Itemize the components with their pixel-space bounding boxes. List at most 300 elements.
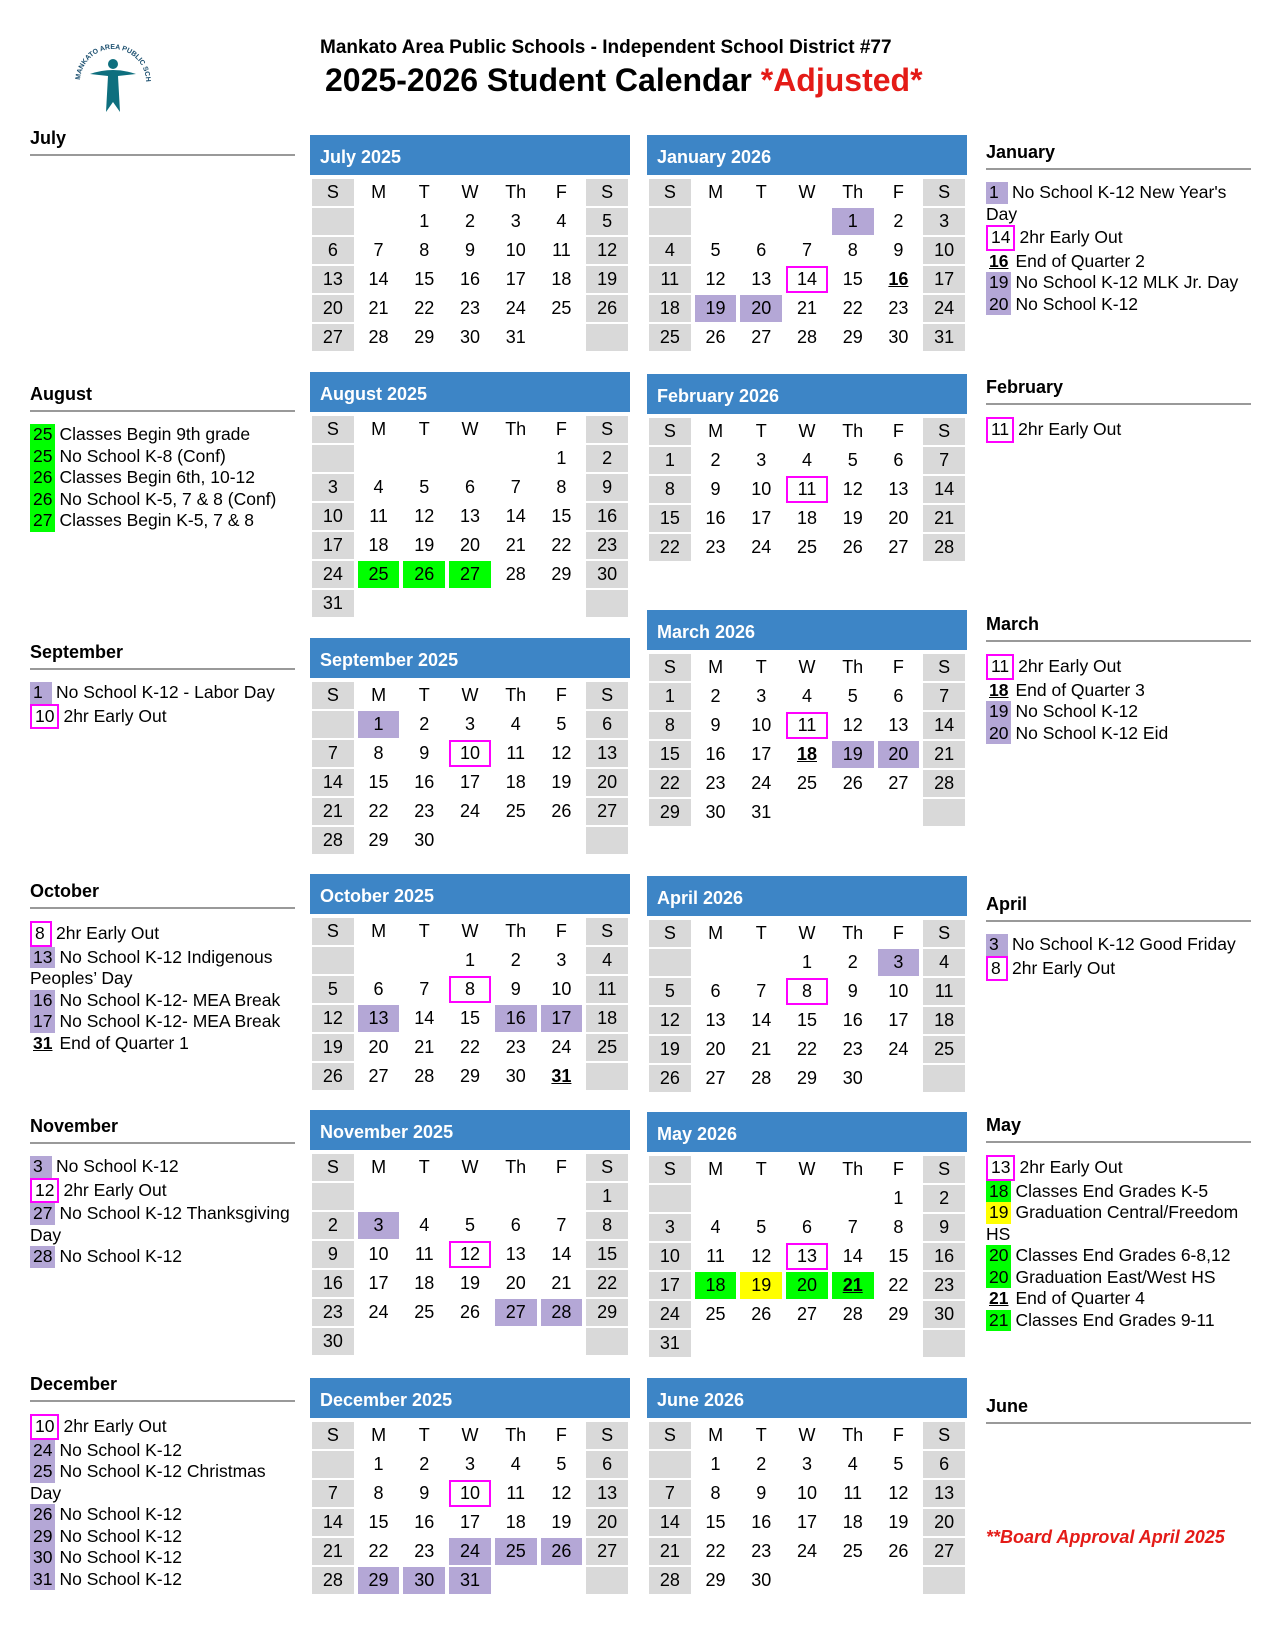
day-cell: 7	[373, 240, 384, 260]
day-cell: 6	[893, 450, 904, 470]
empty-cell	[358, 445, 400, 472]
day-cell: 12	[842, 479, 863, 499]
day-cell: 1	[419, 211, 430, 231]
month-title: October 2025	[310, 874, 630, 914]
month-calendar	[310, 638, 630, 855]
day-cell: 24	[888, 1039, 909, 1059]
month-grid	[647, 178, 967, 352]
day-cell: 17	[751, 744, 772, 764]
event-date: 31	[30, 1569, 55, 1591]
day-cell: 30	[403, 1567, 445, 1594]
weekday-header: S	[923, 654, 965, 681]
month-calendar	[310, 874, 630, 1091]
event-text: Classes End Grades 6-8,12	[1015, 1245, 1231, 1265]
day-cell: 24	[751, 773, 772, 793]
day-cell: 6	[923, 1451, 965, 1478]
adjusted-label: *Adjusted*	[760, 62, 923, 98]
divider	[986, 1141, 1251, 1143]
day-cell: 31	[449, 1567, 491, 1594]
weekday-header: Th	[505, 685, 527, 705]
day-cell: 21	[368, 298, 389, 318]
day-cell: 8	[373, 1483, 384, 1503]
empty-cell	[358, 1328, 400, 1355]
empty-cell	[695, 1185, 737, 1212]
day-cell: 9	[756, 1483, 767, 1503]
day-cell: 10	[796, 1483, 817, 1503]
month-events-title: August	[30, 384, 92, 404]
day-cell: 25	[495, 1538, 537, 1565]
weekday-header: M	[708, 1425, 724, 1445]
day-cell: 27	[312, 324, 354, 351]
day-cell: 16	[842, 1010, 863, 1030]
day-cell: 12	[705, 269, 726, 289]
day-cell: 15	[649, 741, 691, 768]
day-cell: 22	[796, 1039, 817, 1059]
weekday-header: S	[923, 1156, 965, 1183]
day-cell: 26	[586, 295, 628, 322]
day-cell: 31	[649, 1330, 691, 1357]
day-cell: 3	[649, 1214, 691, 1241]
weekday-header: S	[586, 1422, 628, 1449]
day-cell: 14	[923, 476, 965, 503]
empty-cell	[786, 1330, 828, 1357]
day-cell: 2	[923, 1185, 965, 1212]
day-cell: 30	[586, 561, 628, 588]
day-cell: 23	[414, 1541, 435, 1561]
event-item	[986, 1181, 1251, 1203]
page-title	[325, 62, 923, 99]
month-grid	[647, 417, 967, 562]
day-cell: 12	[586, 237, 628, 264]
weekday-header: S	[586, 416, 628, 443]
day-cell: 30	[705, 802, 726, 822]
empty-cell	[740, 1185, 782, 1212]
day-cell: 8	[710, 1483, 721, 1503]
day-cell: 6	[312, 237, 354, 264]
day-cell: 4	[649, 237, 691, 264]
day-cell: 21	[505, 535, 526, 555]
day-cell: 26	[888, 1541, 909, 1561]
month-grid	[310, 917, 630, 1091]
day-cell: 15	[459, 1008, 480, 1028]
weekday-header: M	[371, 182, 387, 202]
day-cell: 9	[847, 981, 858, 1001]
event-text: 2hr Early Out	[1019, 227, 1123, 247]
day-cell: 21	[312, 1538, 354, 1565]
event-date: 10	[30, 1414, 59, 1440]
day-cell: 12	[751, 1246, 772, 1266]
day-cell: 13	[923, 1480, 965, 1507]
day-cell: 13	[459, 506, 480, 526]
weekday-header: M	[708, 1159, 724, 1179]
month-calendar	[310, 1378, 630, 1595]
day-cell: 8	[556, 477, 567, 497]
day-cell: 4	[556, 211, 567, 231]
day-cell: 24	[312, 561, 354, 588]
day-cell: 27	[888, 537, 909, 557]
divider	[30, 668, 295, 670]
day-cell: 5	[556, 1454, 567, 1474]
day-cell: 23	[923, 1272, 965, 1299]
month-grid	[647, 1155, 967, 1358]
event-item	[30, 467, 295, 489]
logo-figure-icon	[68, 30, 158, 120]
event-date: 17	[30, 1011, 55, 1033]
weekday-header: W	[798, 1425, 816, 1445]
day-cell: 22	[705, 1541, 726, 1561]
day-cell: 21	[649, 1538, 691, 1565]
weekday-header: M	[708, 923, 724, 943]
day-cell: 7	[556, 1215, 567, 1235]
empty-cell	[586, 324, 628, 351]
day-cell: 27	[449, 561, 491, 588]
month-grid	[310, 1421, 630, 1595]
day-cell: 25	[796, 537, 817, 557]
day-cell: 7	[801, 240, 812, 260]
day-cell: 25	[923, 1036, 965, 1063]
day-cell: 30	[842, 1068, 863, 1088]
title-text: 2025-2026 Student Calendar	[325, 62, 761, 98]
empty-cell	[449, 590, 491, 617]
event-date: 14	[986, 225, 1015, 251]
day-cell: 18	[695, 1272, 737, 1299]
empty-cell	[312, 445, 354, 472]
day-cell: 16	[888, 269, 909, 289]
event-item	[30, 1461, 295, 1504]
event-date: 13	[986, 1155, 1015, 1181]
event-date: 25	[30, 446, 55, 468]
weekday-header: Th	[842, 182, 864, 202]
day-cell: 22	[414, 298, 435, 318]
day-cell: 13	[888, 715, 909, 735]
empty-cell	[541, 1328, 583, 1355]
weekday-header: T	[755, 1425, 767, 1445]
day-cell: 14	[649, 1509, 691, 1536]
day-cell: 27	[705, 1068, 726, 1088]
empty-cell	[358, 590, 400, 617]
event-item	[30, 1440, 295, 1462]
day-cell: 21	[312, 798, 354, 825]
day-cell: 6	[373, 979, 384, 999]
empty-cell	[541, 590, 583, 617]
day-cell: 31	[751, 802, 772, 822]
month-events	[30, 384, 295, 532]
month-grid	[647, 919, 967, 1093]
month-title: December 2025	[310, 1378, 630, 1418]
event-date: 31	[33, 1032, 53, 1053]
day-cell: 27	[586, 1538, 628, 1565]
event-date: 11	[986, 417, 1014, 443]
empty-cell	[541, 827, 583, 854]
day-cell: 6	[893, 686, 904, 706]
day-cell: 9	[710, 715, 721, 735]
day-cell: 19	[414, 535, 435, 555]
day-cell: 28	[923, 770, 965, 797]
event-text: No School K-12	[1015, 293, 1139, 314]
day-cell: 17	[459, 772, 480, 792]
day-cell: 21	[832, 1272, 874, 1299]
day-cell: 17	[649, 1272, 691, 1299]
event-text: Graduation Central/Freedom HS	[986, 1202, 1239, 1244]
empty-cell	[449, 827, 491, 854]
day-cell: 15	[368, 1512, 389, 1532]
weekday-header: W	[461, 685, 479, 705]
month-events-title: April	[986, 894, 1028, 914]
empty-cell	[541, 324, 583, 351]
weekday-header: F	[892, 657, 904, 677]
event-text: 2hr Early Out	[1018, 419, 1122, 439]
day-cell: 17	[888, 1010, 909, 1030]
empty-cell	[495, 1328, 537, 1355]
day-cell: 12	[414, 506, 435, 526]
day-cell: 7	[312, 1480, 354, 1507]
weekday-header: S	[649, 179, 691, 206]
event-text: No School K-12	[59, 1504, 183, 1524]
month-events	[986, 1115, 1251, 1331]
weekday-header: S	[923, 920, 965, 947]
day-cell: 2	[847, 952, 858, 972]
weekday-header: F	[892, 182, 904, 202]
event-date: 8	[30, 921, 52, 947]
divider	[986, 640, 1251, 642]
day-cell: 17	[751, 508, 772, 528]
weekday-header: F	[555, 1425, 567, 1445]
month-calendar	[310, 135, 630, 352]
empty-cell	[586, 1567, 628, 1594]
weekday-header: S	[649, 654, 691, 681]
month-events-title: January	[986, 142, 1056, 162]
weekday-header: W	[461, 1425, 479, 1445]
day-cell: 26	[551, 801, 572, 821]
day-cell: 1	[801, 952, 812, 972]
month-calendar	[647, 1112, 967, 1358]
day-cell: 31	[505, 327, 526, 347]
day-cell: 16	[459, 269, 480, 289]
day-cell: 18	[842, 1512, 863, 1532]
day-cell: 13	[586, 1480, 628, 1507]
day-cell: 19	[551, 772, 572, 792]
empty-cell	[832, 799, 874, 826]
day-cell: 1	[586, 1183, 628, 1210]
day-cell: 11	[506, 1483, 526, 1503]
day-cell: 19	[740, 1272, 782, 1299]
weekday-header: S	[312, 179, 354, 206]
weekday-header: Th	[505, 921, 527, 941]
day-cell: 5	[893, 1454, 904, 1474]
day-cell: 26	[842, 773, 863, 793]
day-cell: 23	[414, 801, 435, 821]
day-cell: 22	[368, 801, 389, 821]
day-cell: 4	[923, 949, 965, 976]
day-cell: 2	[586, 445, 628, 472]
event-item	[986, 701, 1251, 723]
weekday-header: S	[312, 416, 354, 443]
weekday-header: W	[798, 657, 816, 677]
day-cell: 28	[751, 1068, 772, 1088]
weekday-header: M	[708, 421, 724, 441]
day-cell: 2	[464, 211, 475, 231]
month-calendar	[647, 135, 967, 352]
event-date: 27	[30, 510, 55, 532]
month-calendar	[310, 372, 630, 618]
event-item	[986, 251, 1251, 273]
day-cell: 19	[649, 1036, 691, 1063]
svg-text:MANKATO AREA PUBLIC SCHOOLS: MANKATO AREA PUBLIC SCH	[74, 43, 152, 83]
day-cell: 15	[368, 772, 389, 792]
day-cell: 3	[923, 208, 965, 235]
day-cell: 14	[368, 269, 389, 289]
weekday-header: T	[755, 182, 767, 202]
event-date: 20	[986, 723, 1011, 745]
empty-cell	[358, 208, 400, 235]
day-cell: 2	[893, 211, 904, 231]
day-cell: 12	[551, 1483, 572, 1503]
weekday-header: T	[418, 419, 430, 439]
day-cell: 6	[801, 1217, 812, 1237]
weekday-header: M	[371, 1425, 387, 1445]
day-cell: 13	[312, 266, 354, 293]
day-cell: 5	[586, 208, 628, 235]
day-cell: 2	[710, 686, 721, 706]
divider	[986, 920, 1251, 922]
day-cell: 8	[893, 1217, 904, 1237]
month-events-title: November	[30, 1116, 119, 1136]
weekday-header: Th	[842, 1159, 864, 1179]
weekday-header: Th	[842, 421, 864, 441]
day-cell: 30	[414, 830, 435, 850]
weekday-header: W	[798, 923, 816, 943]
event-item	[30, 1178, 295, 1204]
day-cell: 9	[710, 479, 721, 499]
empty-cell	[403, 590, 445, 617]
day-cell: 18	[551, 269, 572, 289]
event-item	[30, 921, 295, 947]
day-cell: 23	[705, 537, 726, 557]
empty-cell	[495, 445, 537, 472]
day-cell: 10	[888, 981, 909, 1001]
event-item	[30, 990, 295, 1012]
day-cell: 1	[649, 683, 691, 710]
day-cell: 11	[843, 1483, 863, 1503]
day-cell: 24	[649, 1301, 691, 1328]
month-title: September 2025	[310, 638, 630, 678]
event-item	[30, 704, 295, 730]
weekday-header: S	[586, 682, 628, 709]
month-title: April 2026	[647, 876, 967, 916]
day-cell: 18	[414, 1273, 435, 1293]
empty-cell	[495, 1567, 537, 1594]
weekday-header: T	[755, 657, 767, 677]
day-cell: 20	[312, 295, 354, 322]
day-cell: 28	[842, 1304, 863, 1324]
empty-cell	[695, 1330, 737, 1357]
day-cell: 11	[923, 978, 965, 1005]
weekday-header: M	[371, 685, 387, 705]
day-cell: 12	[842, 715, 863, 735]
day-cell: 27	[796, 1304, 817, 1324]
empty-cell	[695, 949, 737, 976]
event-date: 10	[30, 704, 59, 730]
day-cell: 28	[541, 1299, 583, 1326]
day-cell: 20	[368, 1037, 389, 1057]
divider	[30, 907, 295, 909]
day-cell: 10	[923, 237, 965, 264]
empty-cell	[495, 827, 537, 854]
weekday-header: S	[586, 1154, 628, 1181]
day-cell: 18	[586, 1005, 628, 1032]
day-cell: 6	[586, 1451, 628, 1478]
event-date: 12	[30, 1178, 59, 1204]
day-cell: 15	[888, 1246, 909, 1266]
day-cell: 30	[312, 1328, 354, 1355]
day-cell: 29	[586, 1299, 628, 1326]
event-text: 2hr Early Out	[56, 923, 160, 943]
event-item	[30, 1504, 295, 1526]
day-cell: 18	[796, 508, 817, 528]
weekday-header: Th	[505, 1157, 527, 1177]
empty-cell	[878, 1065, 920, 1092]
event-item	[986, 680, 1251, 702]
weekday-header: T	[755, 923, 767, 943]
month-calendar	[647, 374, 967, 562]
day-cell: 19	[888, 1512, 909, 1532]
day-cell: 30	[888, 327, 909, 347]
day-cell: 22	[649, 534, 691, 561]
month-events-title: July	[30, 128, 67, 148]
day-cell: 24	[923, 295, 965, 322]
day-cell: 29	[358, 1567, 400, 1594]
event-date: 19	[986, 701, 1011, 723]
day-cell: 28	[312, 1567, 354, 1594]
empty-cell	[786, 1567, 828, 1594]
day-cell: 3	[358, 1212, 400, 1239]
event-date: 21	[989, 1288, 1009, 1308]
event-text: No School K-12	[56, 1156, 179, 1176]
empty-cell	[740, 1330, 782, 1357]
day-cell: 15	[796, 1010, 817, 1030]
day-cell: 28	[796, 327, 817, 347]
day-cell: 23	[888, 298, 909, 318]
event-text: No School K-12	[59, 1525, 183, 1546]
day-cell: 2	[710, 450, 721, 470]
day-cell: 7	[756, 981, 767, 1001]
event-date: 20	[986, 294, 1011, 316]
day-cell: 29	[796, 1068, 817, 1088]
day-cell: 11	[369, 506, 388, 526]
day-cell: 14	[786, 266, 828, 293]
day-cell: 25	[586, 1034, 628, 1061]
day-cell: 18	[649, 295, 691, 322]
event-item	[30, 1203, 295, 1246]
weekday-header: T	[418, 182, 430, 202]
day-cell: 29	[368, 830, 389, 850]
event-text: 2hr Early Out	[1018, 656, 1122, 676]
day-cell: 23	[505, 1037, 526, 1057]
month-calendar	[647, 610, 967, 827]
day-cell: 7	[419, 979, 430, 999]
day-cell: 1	[710, 1454, 721, 1474]
day-cell: 22	[649, 770, 691, 797]
event-item	[30, 1526, 295, 1548]
weekday-header: S	[649, 1422, 691, 1449]
day-cell: 19	[695, 295, 737, 322]
day-cell: 29	[705, 1570, 726, 1590]
event-date: 16	[989, 250, 1009, 271]
event-text: No School K-12	[59, 1547, 183, 1567]
day-cell: 13	[751, 269, 772, 289]
day-cell: 22	[842, 298, 863, 318]
event-item	[30, 510, 295, 532]
